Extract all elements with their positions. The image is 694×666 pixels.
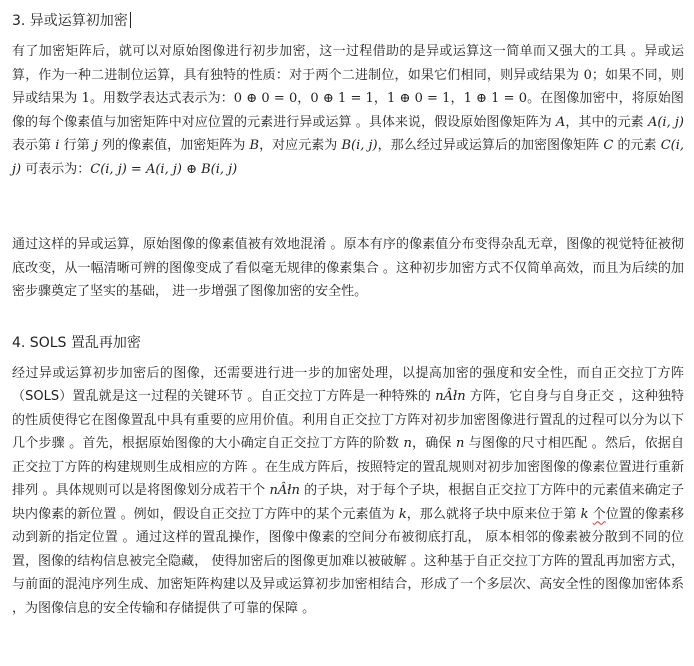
document-body (12, 10, 684, 620)
text-run: 行第 (59, 138, 94, 153)
text-run: 的元素 (613, 138, 661, 153)
math-n-by-n: nÂłn (435, 389, 466, 404)
math-order-n: n (403, 436, 412, 451)
math-matrix-a: A (555, 114, 566, 130)
math-xor-formula: C(i, j) = A(i, j) ⊕ B(i, j) (90, 161, 238, 177)
math-xor-11: 1 ⊕ 1 = 0 (463, 91, 528, 106)
math-order-n: n (455, 436, 465, 451)
math-xor-00: 0 ⊕ 0 = 0 (233, 91, 298, 106)
text-run: 可表示为： (21, 161, 91, 177)
section-3-paragraph-2: 通过这样的异或运算，原始图像的像素值被有效地混淆 。原本有序的像素值分布变得杂乱无章，图像的视觉特征被彻底改变，从一幅清晰可辨的图像变成了看似毫无规律的像素集合 。这种初步加密方式不仅简单高效，而且为后续的加密步骤奠定了坚实的基础， 进一步增强了图像加密的安全性。 (12, 237, 684, 299)
text-run: 方阵，它自身与自身正交 ，这种独特的性质使得它在图像置乱中具有重要的应用价值。利用自正交拉丁方阵对初步加密图像进行置乱的过程可以分为以下几个步骤 。首先，根据原始图像的大小确定自正交拉丁方阵的阶数 (12, 389, 684, 451)
text-run: ，对应元素为 (259, 138, 342, 153)
text-run: 经过异或运算初步加密后的图像，还需要进行进一步的加密处理，以提高加密的强度和安全性，而自正交拉丁方阵（SOLS）置乱就是这一过程的关键环节 。自正交拉丁方阵是一种特殊的 (12, 365, 684, 404)
text-run: 。用数学表达式表示为： (89, 91, 234, 106)
text-run: 与图像的尺寸相匹配 。然后，依据自正交拉丁方阵的构建规则生成相应的方阵 。在生成方阵后，按照特定的置乱规则对初步加密图像的像素位置进行重新排列 。具体规则可以是将图像划分成若干个 (12, 436, 685, 498)
section-4-paragraph-1 (12, 362, 684, 621)
math-index-i: i (55, 138, 60, 153)
math-value-k: k (580, 506, 589, 522)
text-run: 的子块，对于每个子块，根据自正交拉丁方阵中的元素值来确定子块内像素的新位置 。例如，假设自正交拉丁方阵中的某个元素值为 (12, 483, 684, 522)
math-element-a: A(i, j) (647, 114, 685, 130)
math-element-b: B(i, j) (341, 138, 378, 153)
text-run: ， (450, 91, 464, 106)
section-4-title: 4. SOLS 置乱再加密 (12, 334, 141, 351)
math-one: 1 (81, 91, 90, 106)
math-zero: 0 (583, 67, 592, 83)
math-element-c: C(i, j) (12, 138, 685, 177)
math-matrix-c: C (603, 138, 614, 153)
section-3-heading (12, 10, 131, 32)
text-run: 表示第 (12, 138, 56, 153)
text-cursor (130, 12, 131, 28)
math-index-j: j (93, 138, 98, 153)
text-run: 。在图像加密中，将原始图像的每个像素值与加密矩阵中对应位置的元素进行异或运算 。具体来说，假设原始图像矩阵为 (12, 91, 684, 130)
math-xor-01: 0 ⊕ 1 = 1 (310, 91, 374, 106)
text-run: 位置的像素移动到新的指定位置 。通过这样的置乱操作，图像中像素的空间分布被彻底打乱， 原本相邻的像素被分散到不同的位置，图像的结构信息被完全隐藏， 使得加密后的图像更加难以被破解 。这种基于自正交拉丁方阵的置乱再加密方式，与前面的混沌序列生成、加密矩阵构建以及异或运算初步加密相结合，形成了一个多层次、高安全性的图像加密体系 ，为图像信息的安全传输和存储提供了可靠的保障 。 (12, 506, 684, 616)
section-4-heading (12, 332, 141, 354)
text-run: ， (297, 91, 311, 106)
math-n-by-n: nÂłn (269, 483, 300, 498)
section-3-paragraph-1 (12, 40, 684, 181)
math-value-k: k (398, 506, 407, 522)
math-xor-10: 1 ⊕ 0 = 1 (386, 91, 451, 106)
text-run: ，其中的元素 (565, 114, 648, 130)
text-run: ， (373, 91, 387, 106)
text-run: ，确保 (411, 436, 456, 451)
text-run: ，那么就将子块中原来位于第 (406, 506, 581, 522)
text-run: 列的像素值，加密矩阵为 (97, 138, 250, 153)
spellcheck-flagged-word: 个 (592, 506, 606, 522)
math-matrix-b: B (249, 138, 260, 153)
text-run: 有了加密矩阵后，就可以对原始图像进行初步加密，这一过程借助的是异或运算这一简单而又强大的工具 。异或运算，作为一种二进制位运算，具有独特的性质：对于两个二进制位，如果它们相同，则异或结果为 (12, 44, 684, 83)
text-run: ，那么经过异或运算后的加密图像矩阵 (377, 138, 604, 153)
section-3-title: 3. 异或运算初加密 (12, 13, 128, 29)
text-run: ；如果不同，则异或结果为 (12, 67, 684, 106)
